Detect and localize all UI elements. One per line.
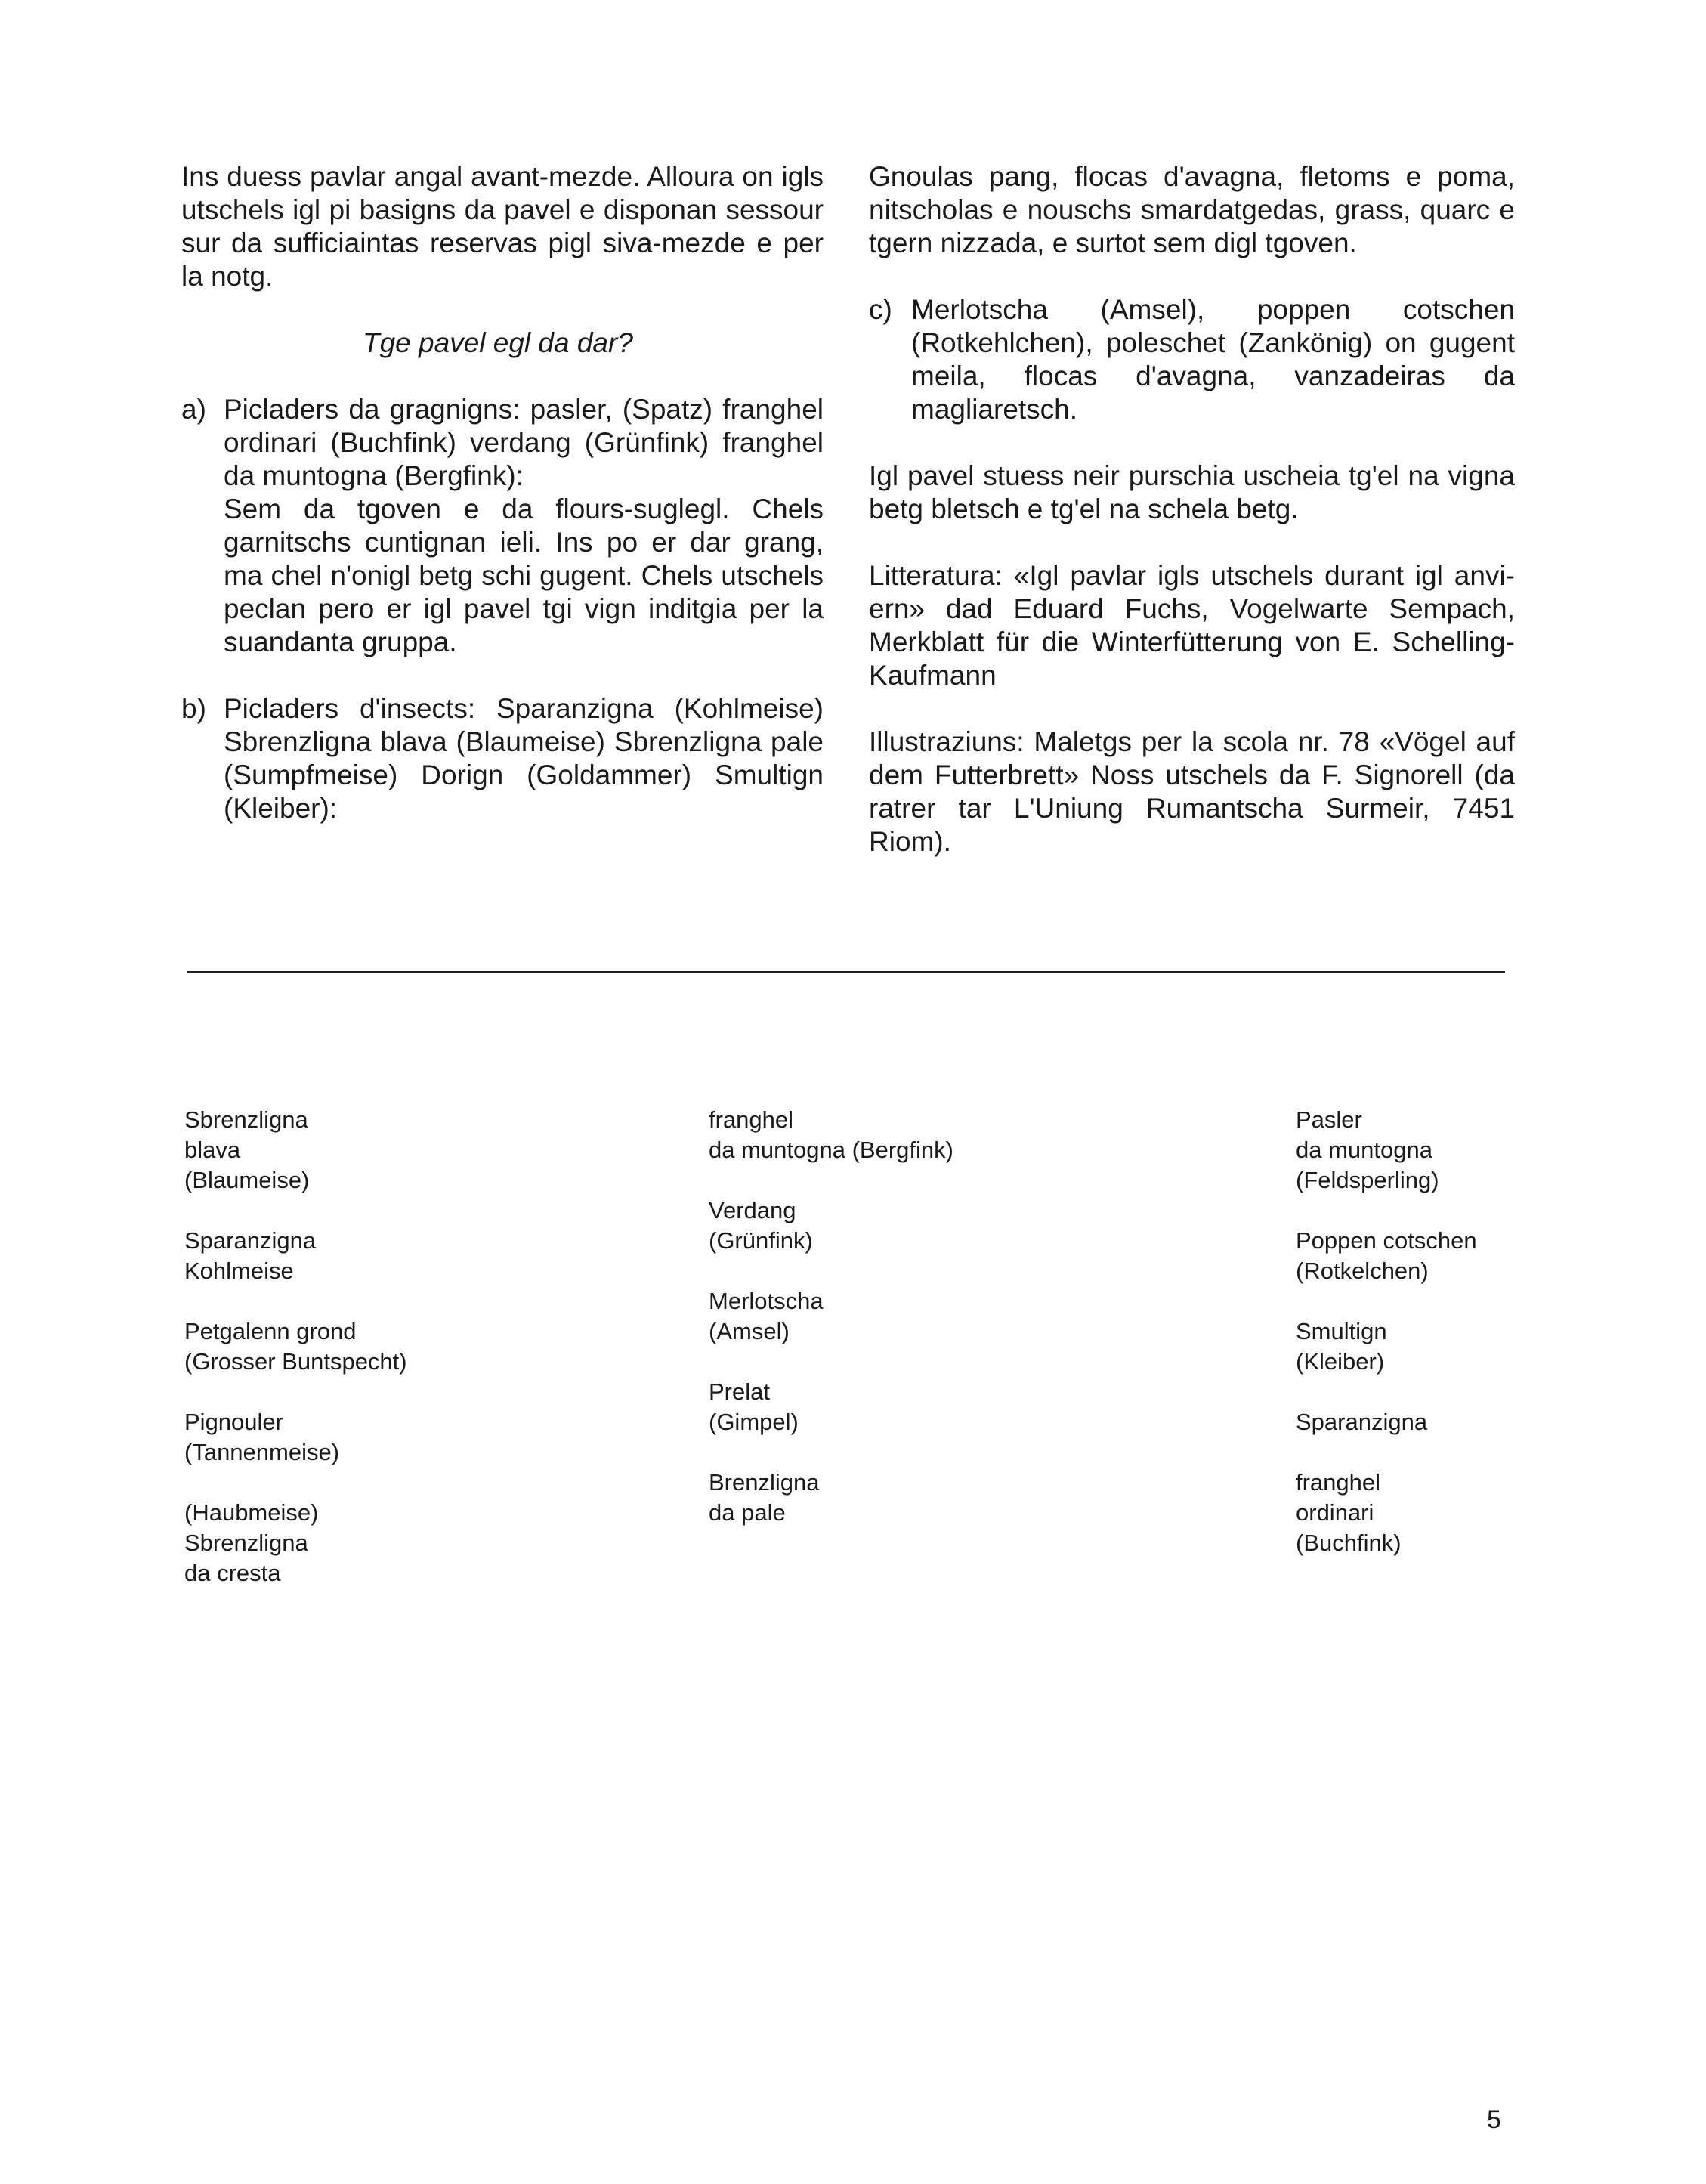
legend-line: (Tannenmeise) <box>184 1439 340 1465</box>
legend-line: Sparanzigna <box>184 1227 317 1254</box>
legend-line: Kohlmeise <box>184 1258 294 1284</box>
item-c-text: Merlotscha (Amsel), poppen cotschen (Rotkehlchen), poleschet (Zankönig) on gugent meila, flocas d'avagna, vanzadeiras da magliaretsch. <box>911 294 1515 425</box>
page-number: 5 <box>1487 2105 1501 2134</box>
legend-line: Poppen cotschen <box>1296 1227 1477 1254</box>
legend-line: Sbrenzligna <box>184 1530 308 1556</box>
legend-entry <box>184 1226 407 1286</box>
legend-line: (Haubmeise) <box>184 1499 319 1526</box>
legend-line: Prelat <box>709 1378 770 1405</box>
legend-line: da pale <box>709 1499 786 1526</box>
literature-paragraph: Litteratura: «Igl pavlar igls utschels durant igl anvi-ern» dad Eduard Fuchs, Vogelwarte Sempach, Merkblatt für die Winterfütterung von E. Schelling-Kaufmann <box>869 560 1515 691</box>
list-item-c <box>869 293 1515 426</box>
list-item-a <box>181 393 824 659</box>
item-b-text: Picladers d'insects: Sparanzigna (Kohlmeise) Sbrenzligna blava (Blaumeise) Sbrenzligna pale (Sumpfmeise) Dorign (Goldammer) Smultign (Kleiber): <box>224 693 824 824</box>
legend-line: (Rotkelchen) <box>1296 1258 1429 1284</box>
legend-line: ordinari <box>1296 1499 1374 1526</box>
legend-line: da cresta <box>184 1560 281 1586</box>
intro-paragraph: Ins duess pavlar angal avant-mezde. Alloura on igls utschels igl pi basigns da pavel e disponan sessour sur da sufficiaintas reservas pigl siva-mezde e per la notg. <box>181 161 824 292</box>
legend-entry <box>709 1105 953 1165</box>
legend-line: (Blaumeise) <box>184 1167 310 1193</box>
legend-line: Petgalenn grond <box>184 1318 357 1344</box>
legend-line: (Gimpel) <box>709 1409 799 1435</box>
legend-line: Sbrenzligna <box>184 1106 308 1133</box>
legend-entry <box>709 1196 953 1256</box>
list-item-body <box>224 692 824 825</box>
legend-entry <box>184 1316 407 1377</box>
list-marker: c) <box>869 294 892 325</box>
legend-entry <box>709 1377 953 1437</box>
item-a-detail-text: Sem da tgoven e da flours-suglegl. Chels garnitschs cuntignan ieli. Ins po er dar grang, ma chel n'onigl betg schi gugent. Chels utschels peclan pero er igl pavel tgi vign inditgia per la suandanta gruppa. <box>224 493 824 657</box>
list-item-body <box>224 393 824 659</box>
legend-line: (Amsel) <box>709 1318 790 1344</box>
section-subheading: Tge pavel egl da dar? <box>363 327 633 358</box>
item-a-heading-text: Picladers da gragnigns: pasler, (Spatz) franghel ordinari (Buchfink) verdang (Grünfink) franghel da muntogna (Bergfink): <box>224 394 824 491</box>
horizontal-divider <box>187 971 1505 973</box>
legend-line: (Grünfink) <box>709 1227 813 1254</box>
legend-entry <box>184 1105 407 1196</box>
list-item-body <box>911 293 1515 426</box>
food-paragraph: Gnoulas pang, flocas d'avagna, fletoms e poma, nitscholas e nouschs smardatgedas, grass, quarc e tgern nizzada, e surtot sem digl tgoven. <box>869 161 1515 258</box>
legend-line: (Kleiber) <box>1296 1348 1385 1375</box>
legend-line: Brenzligna <box>709 1469 820 1496</box>
legend-line: Pignouler <box>184 1409 283 1435</box>
illustrations-paragraph: Illustraziuns: Maletgs per la scola nr. 78 «Vögel auf dem Futterbrett» Noss utschels da F. Signorell (da ratrer tar L'Uniung Rumantscha Surmeir, 7451 Riom). <box>869 726 1515 857</box>
legend-column-1 <box>184 1105 407 1619</box>
list-marker: a) <box>181 394 206 425</box>
legend-line: franghel <box>1296 1469 1381 1496</box>
legend-line: da muntogna (Bergfink) <box>709 1137 953 1163</box>
legend-line: Verdang <box>709 1197 796 1223</box>
legend-line: (Grosser Buntspecht) <box>184 1348 407 1375</box>
legend-line: (Feldsperling) <box>1296 1167 1439 1193</box>
legend-entry <box>1296 1468 1477 1558</box>
legend-line: Sparanzigna <box>1296 1409 1428 1435</box>
note-paragraph: Igl pavel stuess neir purschia uscheia tg'el na vigna betg bletsch e tg'el na schela betg. <box>869 460 1515 524</box>
legend-entry <box>1296 1316 1477 1377</box>
legend-entry <box>709 1468 953 1528</box>
legend-entry <box>1296 1226 1477 1286</box>
legend-column-2 <box>709 1105 953 1558</box>
legend-entry <box>1296 1105 1477 1196</box>
right-text-column <box>869 160 1515 892</box>
legend-line: Pasler <box>1296 1106 1362 1133</box>
left-text-column <box>181 160 824 858</box>
legend-line: blava <box>184 1137 241 1163</box>
list-marker: b) <box>181 693 206 724</box>
legend-entry <box>1296 1407 1477 1437</box>
legend-line: da muntogna <box>1296 1137 1432 1163</box>
legend-line: (Buchfink) <box>1296 1530 1402 1556</box>
legend-entry <box>184 1498 407 1589</box>
legend-line: franghel <box>709 1106 794 1133</box>
legend-entry <box>709 1286 953 1347</box>
legend-line: Smultign <box>1296 1318 1387 1344</box>
legend-column-3 <box>1296 1105 1477 1589</box>
legend-entry <box>184 1407 407 1468</box>
legend-line: Merlotscha <box>709 1288 824 1314</box>
list-item-b <box>181 692 824 825</box>
